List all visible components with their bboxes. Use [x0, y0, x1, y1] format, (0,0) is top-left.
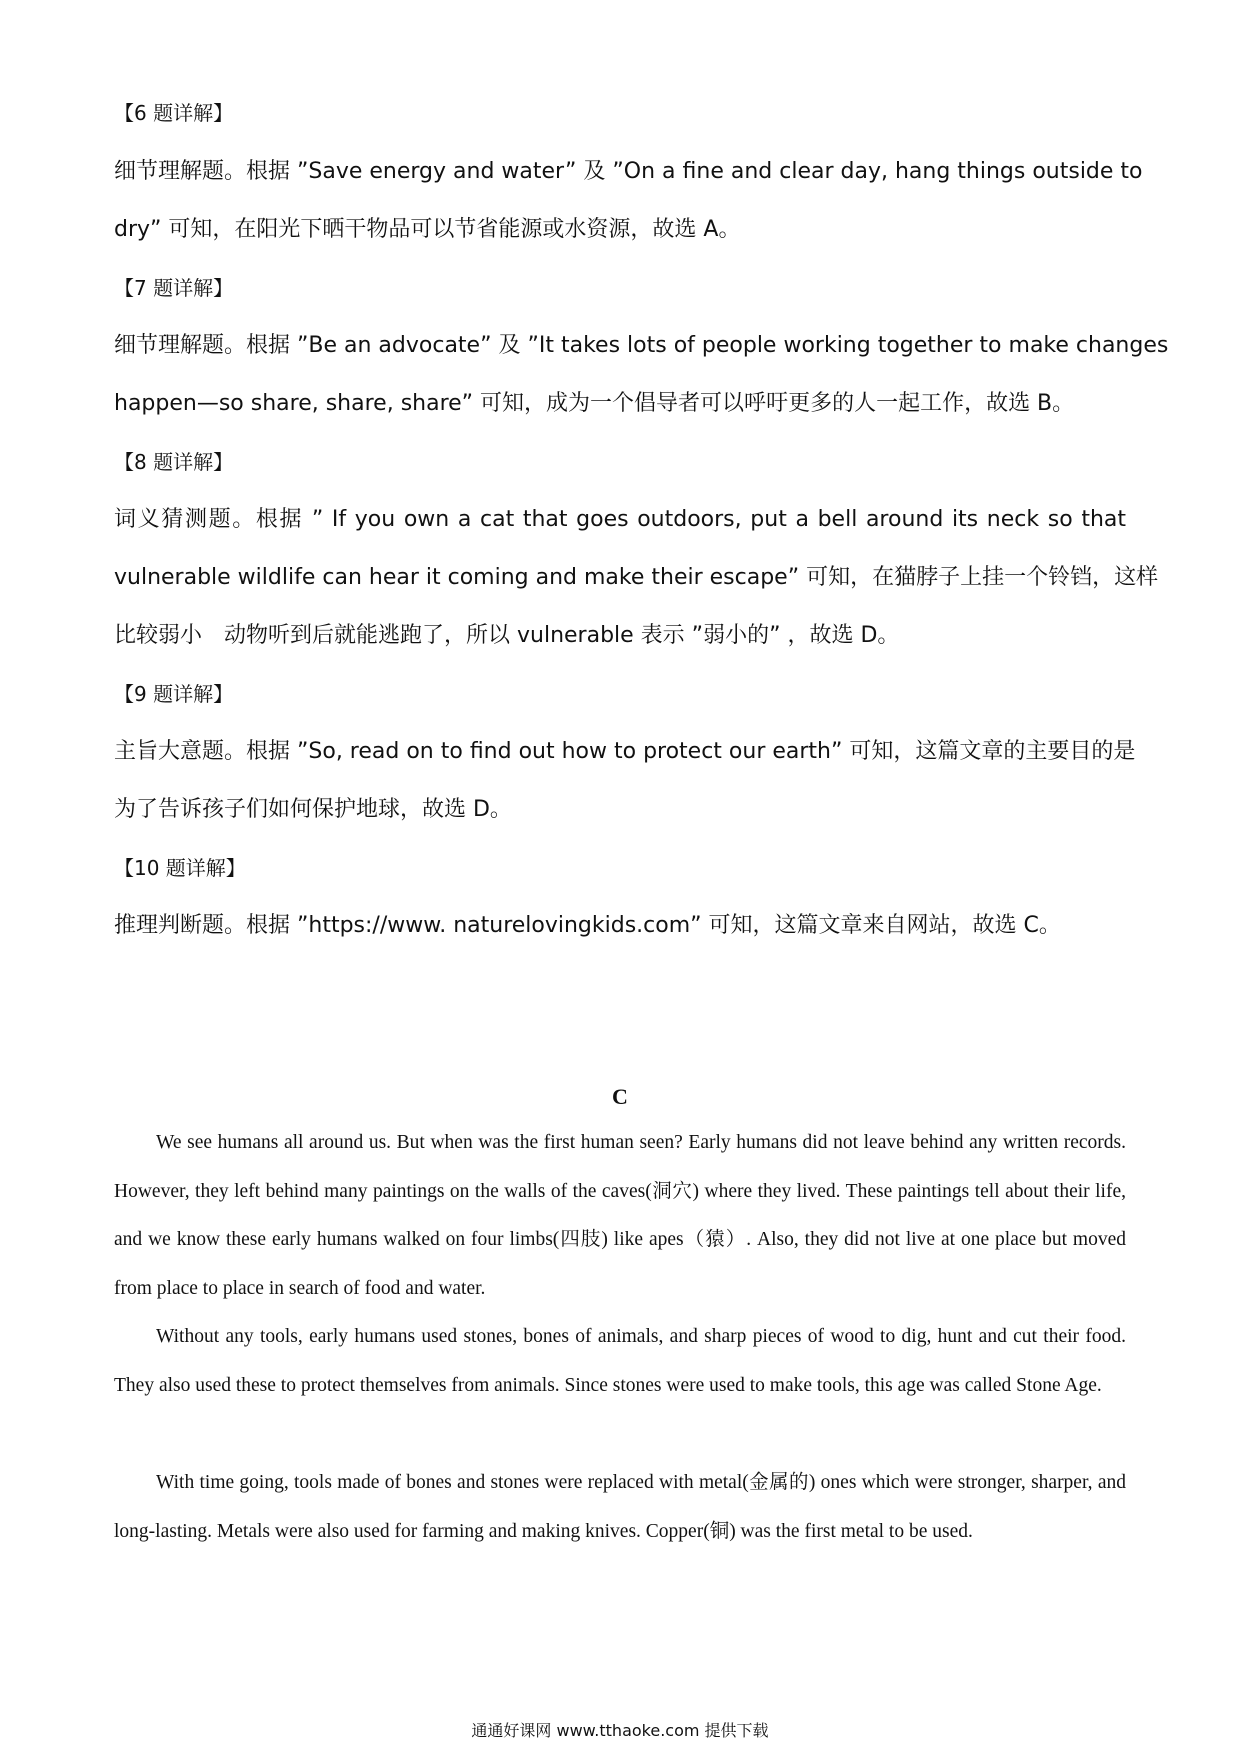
answer-7-line-1: 细节理解题。根据 ”Be an advocate” 及 ”It takes lots of people working together to make changes — [114, 333, 1169, 358]
answer-6-line-2: dry” 可知，在阳光下晒干物品可以节省能源或水资源，故选 A。 — [114, 217, 741, 242]
passage-paragraph-2: Without any tools, early humans used stones, bones of animals, and sharp pieces of wood to dig, hunt and cut their food. They also used these to protect themselves from animals. Since stones were used to make tools, this age was called Stone Age. — [114, 1326, 1126, 1396]
answer-7-line-2: happen—so share, share, share” 可知，成为一个倡导者可以呼吁更多的人一起工作，故选 B。 — [114, 391, 1075, 416]
passage-paragraph-3: With time going, tools made of bones and stones were replaced with metal(金属的) ones which were stronger, sharper, and long-lasting. Metals were also used for farming and making knives. Copper(铜) was the first metal to be used. — [114, 1472, 1126, 1542]
answer-9-line-2: 为了告诉孩子们如何保护地球，故选 D。 — [114, 797, 512, 822]
passage-paragraph-1: We see humans all around us. But when was the first human seen? Early humans did not leave behind any written records. However, they left behind many paintings on the walls of the caves(洞穴) where they lived. These paintings tell about their life, and we know these early humans walked on four limbs(四肢) like apes（猿）. Also, they did not live at one place but moved from place to place in search of food and water. — [114, 1132, 1126, 1300]
answer-10-line-1: 推理判断题。根据 ”https://www. naturelovingkids.com” 可知，这篇文章来自网站，故选 C。 — [114, 913, 1061, 938]
answer-9-line-1: 主旨大意题。根据 ”So, read on to find out how to protect our earth” 可知，这篇文章的主要目的是 — [114, 739, 1136, 764]
answer-8-heading: 【8 题详解】 — [114, 450, 234, 474]
answer-10-heading: 【10 题详解】 — [114, 856, 246, 880]
answer-8-line-3: 比较弱小 动物听到后就能逃跑了，所以 vulnerable 表示 ”弱小的” ，故选 D。 — [114, 623, 900, 648]
answer-8-line-1: 词义猜测题。根据 ” If you own a cat that goes outdoors, put a bell around its neck so that — [114, 507, 1126, 532]
answer-7-heading: 【7 题详解】 — [114, 276, 234, 300]
passage-title: C — [612, 1084, 628, 1109]
answer-6-heading: 【6 题详解】 — [114, 101, 234, 125]
answer-6-line-1: 细节理解题。根据 ”Save energy and water” 及 ”On a fine and clear day, hang things outside to — [114, 159, 1143, 184]
answer-9-heading: 【9 题详解】 — [114, 682, 234, 706]
page-footer: 通通好课网 www.tthaoke.com 提供下载 — [471, 1721, 769, 1740]
answer-8-line-2: vulnerable wildlife can hear it coming and make their escape” 可知，在猫脖子上挂一个铃铛，这样 — [114, 565, 1159, 590]
